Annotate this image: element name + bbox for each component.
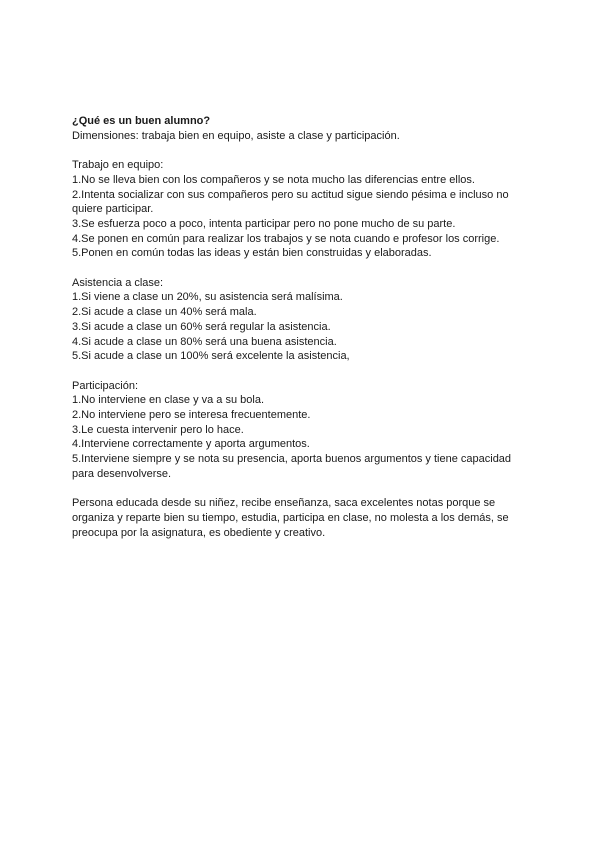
list-item: 1.No se lleva bien con los compañeros y se nota mucho las diferencias entre ellos. — [72, 173, 475, 186]
list-item: 2.Si acude a clase un 40% será mala. — [72, 306, 257, 319]
list-item: 2.Intenta socializar con sus compañeros pero su actitud sigue siendo pésima e incluso no quiere participar. — [72, 188, 509, 216]
criteria-list — [72, 393, 528, 481]
list-item: 5.Interviene siempre y se nota su presencia, aporta buenos argumentos y tiene capacidad para desenvolverse. — [72, 453, 512, 480]
list-item: 4.Se ponen en común para realizar los trabajos y se nota cuando e profesor los corrige. — [72, 232, 500, 245]
criteria-list — [72, 290, 528, 364]
section-heading: Participación: — [72, 379, 139, 392]
section-attendance — [72, 276, 528, 364]
list-item: 5.Si acude a clase un 100% será excelente la asistencia, — [72, 350, 350, 363]
document-title: ¿Qué es un buen alumno? — [72, 115, 211, 127]
criteria-list — [72, 173, 528, 261]
list-item: 2.No interviene pero se interesa frecuentemente. — [72, 409, 311, 422]
list-item: 1.No interviene en clase y va a su bola. — [72, 394, 265, 407]
list-item: 3.Le cuesta intervenir pero lo hace. — [72, 423, 244, 436]
list-item: 3.Si acude a clase un 60% será regular la asistencia. — [72, 320, 331, 333]
list-item: 1.Si viene a clase un 20%, su asistencia será malísima. — [72, 291, 343, 304]
dimensions-text: Dimensiones: trabaja bien en equipo, asiste a clase y participación. — [72, 129, 400, 142]
document-page — [72, 114, 528, 540]
section-heading: Trabajo en equipo: — [72, 159, 164, 172]
list-item: 4.Si acude a clase un 80% será una buena asistencia. — [72, 335, 337, 348]
section-participation — [72, 379, 528, 482]
closing-paragraph: Persona educada desde su niñez, recibe enseñanza, saca excelentes notas porque se organiza y reparte bien su tiempo, estudia, participa en clase, no molesta a los demás, se preocupa por la asignatura, es obediente y creativo. — [72, 497, 509, 539]
section-heading: Asistencia a clase: — [72, 276, 164, 289]
list-item: 4.Interviene correctamente y aporta argumentos. — [72, 438, 310, 451]
section-teamwork — [72, 158, 528, 261]
list-item: 5.Ponen en común todas las ideas y están bien construidas y elaboradas. — [72, 247, 432, 260]
list-item: 3.Se esfuerza poco a poco, intenta participar pero no pone mucho de su parte. — [72, 217, 456, 230]
